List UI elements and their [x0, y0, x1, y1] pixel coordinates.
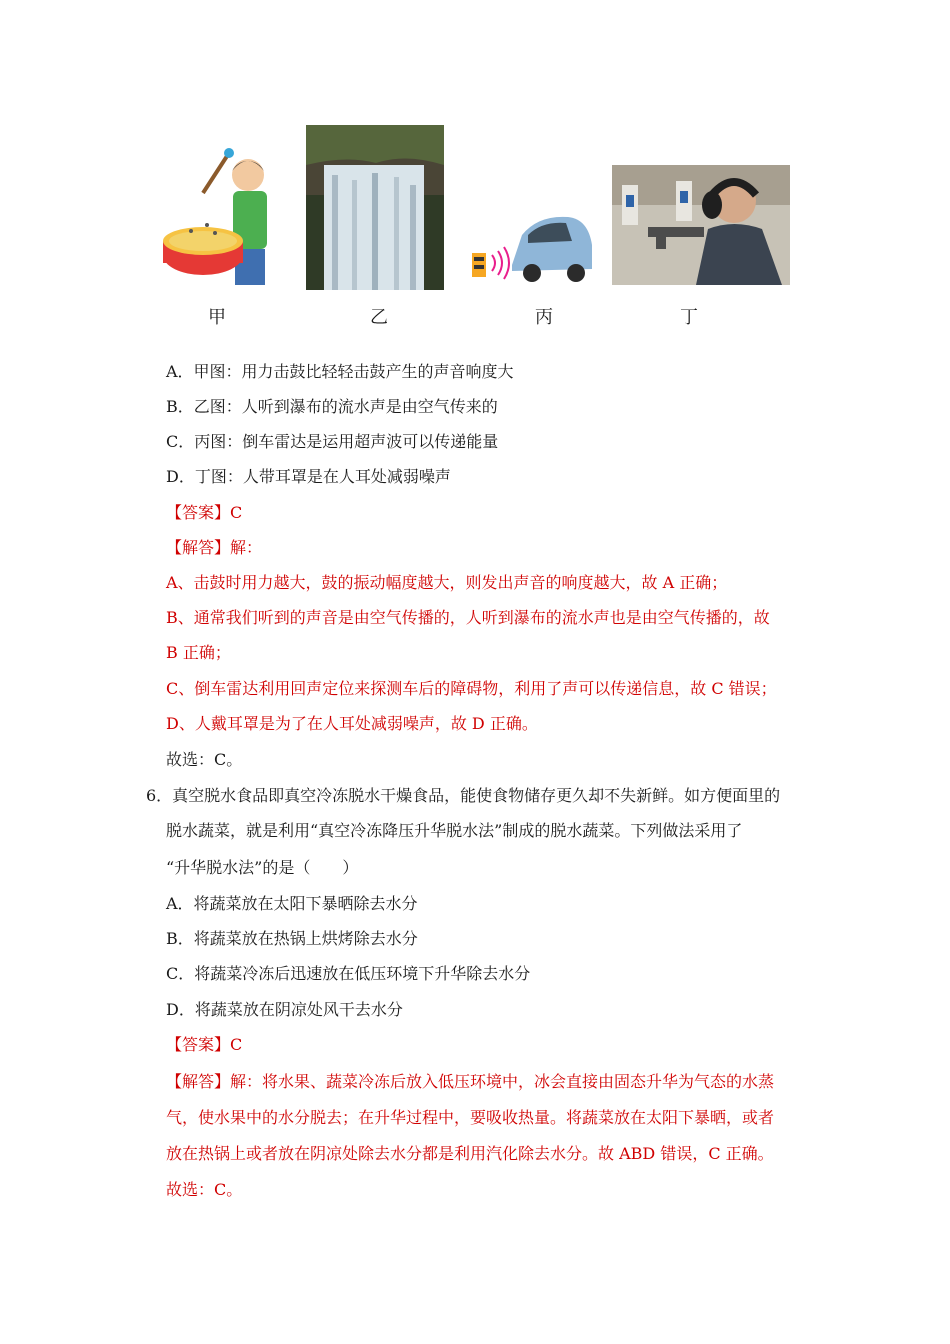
q5-explain-line: D、人戴耳罩是为了在人耳处减弱噪声，故 D 正确。 [166, 714, 538, 733]
q5-option-c: C．丙图：倒车雷达是运用超声波可以传递能量 [166, 432, 499, 451]
q5-explain-line: A、击鼓时用力越大，鼓的振动幅度越大，则发出声音的响度越大，故 A 正确； [166, 573, 728, 592]
figure-waterfall [306, 125, 444, 290]
q5-explain-line: B 正确； [166, 643, 231, 662]
caption-ding: 丁 [680, 307, 698, 328]
q5-explain-head: 【解答】解： [166, 538, 263, 557]
q5-conclusion: 故选：C。 [166, 750, 243, 769]
q5-explain-line: B、通常我们听到的声音是由空气传播的，人听到瀑布的流水声也是由空气传播的，故 [166, 608, 770, 627]
q6-option-d: D．将蔬菜放在阴凉处风干去水分 [166, 1000, 403, 1019]
q6-conclusion: 故选：C。 [166, 1180, 243, 1199]
q6-explain-line: 气，使水果中的水分脱去；在升华过程中，要吸收热量。将蔬菜放在太阳下暴晒，或者 [166, 1108, 775, 1127]
q6-option-a: A．将蔬菜放在太阳下暴晒除去水分 [166, 894, 418, 913]
q6-stem-line: 脱水蔬菜，就是利用“真空冷冻降压升华脱水法”制成的脱水蔬菜。下列做法采用了 [166, 821, 743, 840]
q6-stem-line: “升华脱水法”的是（ ） [166, 858, 359, 877]
figure-earmuff-shooter [612, 165, 790, 285]
q5-option-a: A．甲图：用力击鼓比轻轻击鼓产生的声音响度大 [166, 362, 514, 381]
q6-option-b: B．将蔬菜放在热锅上烘烤除去水分 [166, 929, 418, 948]
caption-yi: 乙 [370, 307, 388, 328]
q5-option-d: D．丁图：人带耳罩是在人耳处减弱噪声 [166, 467, 451, 486]
figure-drum-boy [163, 145, 283, 295]
q5-explain-line: C、倒车雷达利用回声定位来探测车后的障碍物，利用了声可以传递信息，故 C 错误； [166, 679, 777, 698]
q5-option-b: B．乙图：人听到瀑布的流水声是由空气传来的 [166, 397, 498, 416]
q6-answer: 【答案】C [166, 1035, 243, 1054]
caption-jia: 甲 [208, 307, 226, 328]
q6-explain-line: 【解答】解：将水果、蔬菜冷冻后放入低压环境中，冰会直接由固态升华为气态的水蒸 [166, 1072, 775, 1091]
figure-car-radar [468, 205, 594, 285]
caption-bing: 丙 [535, 307, 553, 328]
q5-answer: 【答案】C [166, 503, 243, 522]
q6-option-c: C．将蔬菜冷冻后迅速放在低压环境下升华除去水分 [166, 964, 531, 983]
q6-stem-line: 6．真空脱水食品即真空冷冻脱水干燥食品，能使食物储存更久却不失新鲜。如方便面里的 [146, 786, 781, 805]
q6-explain-line: 放在热锅上或者放在阴凉处除去水分都是利用汽化除去水分。故 ABD 错误，C 正确。 [166, 1144, 774, 1163]
